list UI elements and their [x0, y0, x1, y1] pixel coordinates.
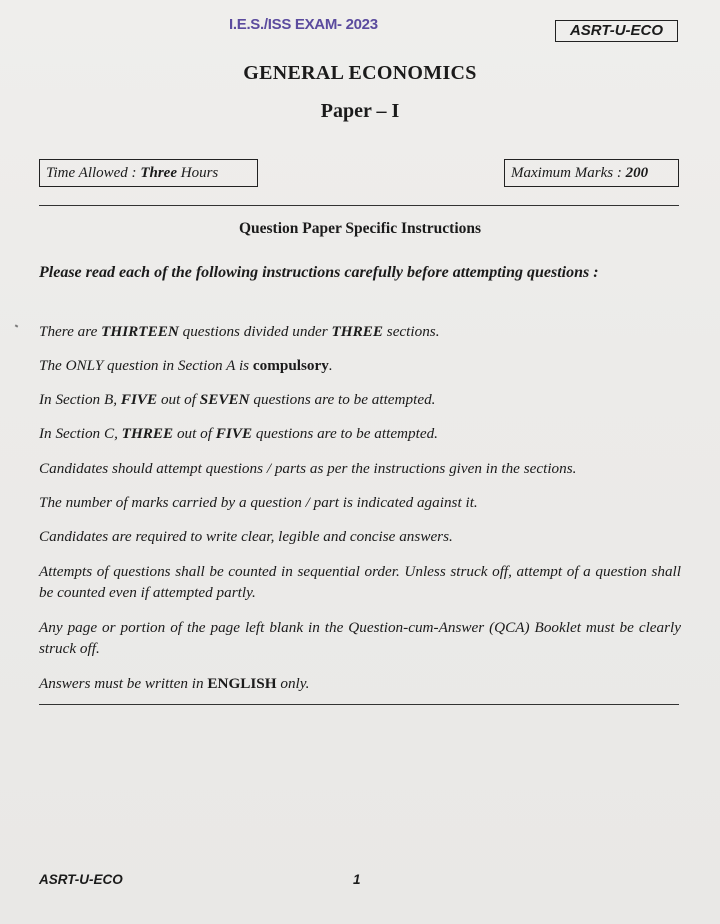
instruction-text: .	[328, 357, 333, 374]
instruction-item	[39, 673, 681, 694]
instruction-item	[39, 389, 681, 410]
paper-title: GENERAL ECONOMICS	[243, 62, 477, 84]
instruction-text: questions divided under	[178, 323, 332, 340]
time-allowed-label: Time Allowed :	[46, 165, 141, 181]
instructions-intro: Please read each of the following instructions carefully before attempting questions :	[39, 264, 599, 281]
footer-paper-code: ASRT-U-ECO	[39, 872, 123, 887]
instruction-item	[39, 321, 681, 342]
instruction-emphasis: THREE	[331, 323, 383, 340]
instruction-item: Any page or portion of the page left blank in the Question-cum-Answer (QCA) Booklet must be clearly struck off.	[39, 619, 681, 657]
instruction-text: questions are to be attempted.	[252, 425, 438, 442]
instruction-item: Candidates are required to write clear, legible and concise answers.	[39, 528, 453, 545]
paper-code-box: ASRT-U-ECO	[555, 20, 678, 42]
instruction-item	[39, 423, 681, 444]
instruction-text: In Section C,	[39, 425, 122, 442]
maximum-marks-value: 200	[625, 165, 649, 181]
bottom-divider	[39, 704, 679, 705]
instruction-text: out of	[157, 391, 200, 408]
instruction-emphasis: THREE	[121, 425, 174, 442]
instruction-text: only.	[276, 675, 310, 692]
exam-stamp: I.E.S./ISS EXAM- 2023	[229, 16, 378, 33]
instruction-text: sections.	[382, 323, 440, 340]
scan-mark	[15, 324, 19, 327]
instruction-text: Answers must be written in	[39, 675, 208, 692]
page-number: 1	[353, 872, 361, 887]
instruction-emphasis: ENGLISH	[207, 675, 277, 692]
instruction-emphasis: compulsory	[252, 357, 329, 374]
instruction-emphasis: THIRTEEN	[101, 323, 179, 340]
time-allowed-value: Three	[140, 165, 177, 181]
instruction-emphasis: FIVE	[120, 391, 158, 408]
instruction-emphasis: FIVE	[215, 425, 253, 442]
time-allowed-suffix: Hours	[176, 165, 219, 181]
paper-subtitle: Paper – I	[320, 100, 400, 122]
instructions-heading: Question Paper Specific Instructions	[238, 220, 482, 237]
time-allowed-box	[39, 159, 258, 187]
instruction-text: There are	[39, 323, 102, 340]
instruction-text: The ONLY question in Section A is	[39, 357, 253, 374]
instruction-text: In Section B,	[39, 391, 121, 408]
instruction-emphasis: SEVEN	[199, 391, 250, 408]
maximum-marks-box	[504, 159, 679, 187]
instruction-text: out of	[173, 425, 216, 442]
instruction-item: The number of marks carried by a question / part is indicated against it.	[39, 494, 478, 511]
top-divider	[39, 205, 679, 206]
maximum-marks-label: Maximum Marks :	[511, 165, 626, 181]
instruction-item: Candidates should attempt questions / parts as per the instructions given in the sections.	[39, 460, 577, 477]
instruction-text: questions are to be attempted.	[249, 391, 436, 408]
instruction-item: Attempts of questions shall be counted in sequential order. Unless struck off, attempt of a question shall be counted even if attempted partly.	[39, 563, 681, 601]
instruction-item	[39, 355, 681, 376]
